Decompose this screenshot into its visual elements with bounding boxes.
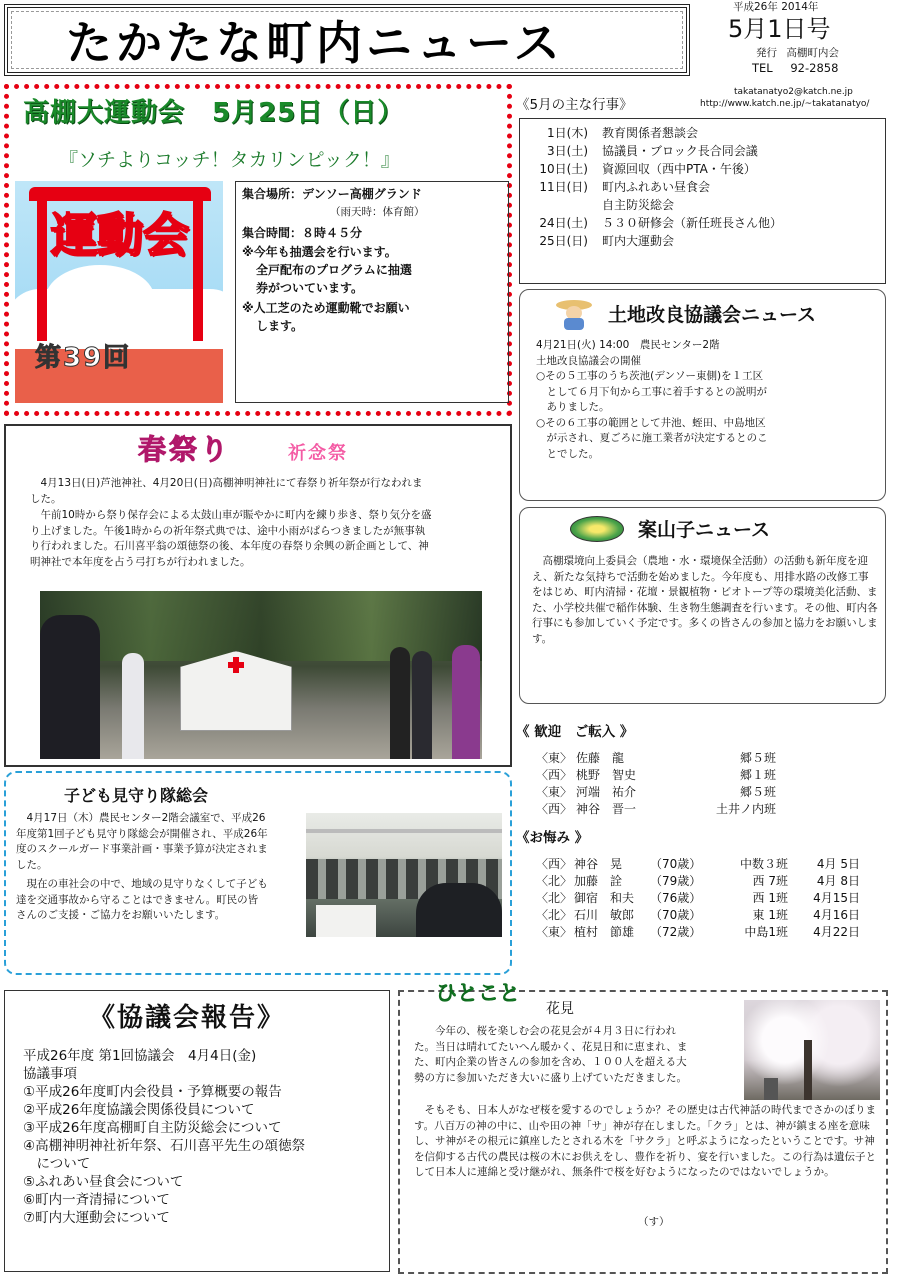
condolence-row	[536, 924, 886, 941]
welcome-area: 〈東〉	[536, 785, 573, 799]
council-meeting: 平成26年度 第1回協議会 4月4日(金)	[23, 1048, 257, 1064]
spring-title: 春祭り	[138, 433, 232, 466]
land-body	[536, 338, 880, 462]
events-list	[530, 125, 885, 251]
event-text: ５３０研修会（新任班長さん他）	[602, 216, 783, 230]
tel-number: 92-2858	[790, 61, 839, 75]
event-text: 町内大運動会	[602, 234, 675, 248]
hitokoto-subtitle: 花見	[546, 1001, 574, 1017]
event-row	[530, 233, 885, 251]
spring-festival-box	[4, 424, 512, 767]
kids-meeting-photo	[306, 813, 502, 937]
publisher-label: 発行	[756, 47, 777, 59]
sports-festival-box	[4, 84, 512, 416]
condolence-group: 西 1班	[752, 891, 788, 905]
tel-label: TEL	[752, 61, 773, 75]
welcome-heading: 《 歓迎 ご転入 》	[516, 724, 634, 740]
condolence-name: 御宿 和夫	[574, 891, 635, 905]
welcome-name: 神谷 晋一	[576, 802, 637, 816]
condolence-date: 4月 8日	[816, 874, 860, 888]
condolence-row	[536, 907, 886, 924]
kids-title: 子ども見守り隊総会	[64, 786, 209, 805]
condolence-group: 西 7班	[752, 874, 788, 888]
welcome-row	[536, 784, 876, 801]
condolence-date: 4月22日	[813, 925, 860, 939]
hitokoto-signature: （す）	[638, 1216, 670, 1228]
tel-row	[752, 61, 838, 75]
welcome-group: 郷１班	[739, 768, 776, 782]
era-year: 平成26年 2014年	[733, 1, 819, 13]
condolence-row	[536, 890, 886, 907]
event-date	[530, 197, 602, 215]
kids-watch-box	[4, 771, 512, 975]
lottery-note-3: 券がついています。	[256, 280, 364, 295]
spring-para-2: 午前10時から祭り保存会による太鼓山車が賑やかに町内を練り歩き、祭り気分を盛り上げました。午後1時からの祈年祭式典では、途中小雨がぱらつきましたが無事執り行われました。石川喜平翁の頌徳祭の後、本年度の春祭り余興の新企画として、神明神社で本年度を占う弓打ちが行われました。	[30, 509, 432, 568]
lottery-note-2: 全戸配布のプログラムに抽選	[256, 262, 412, 277]
condolence-area: 〈北〉	[536, 874, 573, 888]
council-box	[4, 990, 390, 1272]
spring-subtitle: 祈念祭	[288, 443, 348, 464]
event-row	[530, 143, 885, 161]
event-text: 資源回収（西中PTA・午後）	[602, 162, 756, 176]
publisher-row	[756, 46, 839, 61]
land-line: 4月21日(火) 14:00 農民センター2階	[536, 339, 720, 351]
sports-title: 高棚大運動会 5月25日（日）	[23, 98, 405, 128]
events-box	[519, 118, 886, 284]
council-item: ④高棚神明神社祈年祭、石川喜平先生の頌徳祭	[23, 1138, 306, 1154]
sports-slogan: 『ソチよりコッチ！タカリンピック！』	[59, 149, 400, 171]
land-line: ○その５工事のうち茨池(デンソー東側)を１工区	[536, 370, 764, 382]
welcome-area: 〈西〉	[536, 802, 573, 816]
event-text: 協議員・ブロック長合同会議	[602, 144, 758, 158]
land-line: とでした。	[536, 447, 599, 460]
land-line: として６月下旬から工事に着手するとの説明が	[536, 385, 767, 398]
event-row	[530, 197, 885, 215]
masthead-title-box	[4, 4, 690, 76]
meeting-time: 集合時間：８時４５分	[242, 225, 363, 240]
event-text: 町内ふれあい昼食会	[602, 180, 711, 194]
event-text: 自主防災総会	[602, 198, 675, 212]
masthead-title: たかたな町内ニュース	[66, 16, 564, 70]
land-line: ○その６工事の範囲として井池、蛭田、中島地区	[536, 416, 766, 429]
hitokoto-title: ひとこと	[436, 981, 520, 1005]
logo-text: 運動会	[51, 208, 189, 262]
condolence-date: 4月 5日	[816, 857, 860, 871]
land-line: が示され、夏ごろに施工業者が決定するとのこ	[536, 432, 768, 444]
land-title: 土地改良協議会ニュース	[608, 304, 817, 326]
hitokoto-para-1: 今年の、桜を楽しむ会の花見会が４月３日に行われた。当日は晴れてたいへん暖かく、花見日和に恵まれ、また、町内企業の皆さんの参加を含め、１００人を超える大勢の方に参加いただき大いに盛り上げていただきました。	[414, 1025, 688, 1084]
council-title: 《協議会報告》	[89, 1003, 286, 1033]
condolence-area: 〈西〉	[536, 857, 573, 871]
welcome-name: 桃野 智史	[576, 768, 637, 782]
event-date: 3日(土)	[547, 144, 588, 158]
council-item: ⑥町内一斉清掃について	[23, 1192, 170, 1208]
welcome-group: 土井ノ内班	[715, 802, 776, 816]
condolence-age: （79歳）	[650, 874, 702, 888]
event-row	[530, 215, 885, 233]
council-item: について	[23, 1156, 91, 1172]
spring-festival-photo	[40, 591, 482, 759]
event-date: 24日(土)	[539, 216, 588, 230]
issue-date: 5月1日号	[728, 15, 831, 43]
spring-para-1: 4月13日(日)芦池神社、4月20日(日)高棚神明神社にて春祭り祈年祭が行なわれました。	[30, 477, 423, 505]
condolence-date: 4月16日	[813, 908, 860, 922]
website-url[interactable]: http://www.katch.ne.jp/~takatanatyo/	[700, 99, 870, 109]
events-heading: 《5月の主な行事》	[516, 97, 633, 113]
event-date: 1日(木)	[547, 126, 588, 140]
welcome-name: 河端 祐介	[576, 785, 637, 799]
council-item: ③平成26年度高棚町自主防災総会について	[23, 1120, 282, 1136]
welcome-area: 〈西〉	[536, 768, 573, 782]
hitokoto-box	[398, 990, 888, 1274]
welcome-row	[536, 767, 876, 784]
condolence-area: 〈北〉	[536, 891, 573, 905]
land-line: 土地改良協議会の開催	[536, 354, 641, 367]
publisher-name: 高棚町内会	[786, 47, 839, 59]
council-matters-label: 協議事項	[23, 1066, 77, 1082]
welcome-area: 〈東〉	[536, 751, 573, 765]
condolence-area: 〈東〉	[536, 925, 573, 939]
event-date: 25日(日)	[539, 234, 588, 248]
condolence-name: 神谷 晃	[574, 857, 623, 871]
council-items	[23, 1083, 383, 1227]
condolence-list	[536, 856, 886, 941]
condolence-row	[536, 873, 886, 890]
sports-logo	[15, 181, 223, 403]
shoes-note-2: します。	[256, 318, 304, 333]
kids-para-1: 4月17日（木）農民センター2階会議室で、平成26年度第1回子ども見守り隊総会が開催され、平成26年度のスクールガード事業計画・事業予算が決定されました。	[16, 812, 268, 871]
condolence-name: 石川 敏郎	[574, 908, 635, 922]
condolence-name: 植村 節雄	[574, 925, 635, 939]
event-row	[530, 179, 885, 197]
lottery-note: ※今年も抽選会を行います。	[242, 244, 397, 259]
welcome-name: 佐藤 龍	[576, 751, 625, 765]
hitokoto-para-2: そもそも、日本人がなぜ桜を愛するのでしょうか？その歴史は古代神話の時代までさかのぼります。八百万の神の中に、山や田の神「サ」神が存在しました。「クラ」とは、神が鎮まる座を意味し、サ神がその根元に鎮座したとされる木を「サクラ」と呼ぶようになったということです。サ神を信仰する古代の農民は桜の木にお供えをし、豊作を祈り、宴を行いました。この行為は遺伝子として日本人に連綿と受け継がれ、無条件で桜を好むようになったのではないでしょうか。	[414, 1104, 876, 1178]
condolence-age: （70歳）	[650, 857, 702, 871]
banner-top	[29, 187, 211, 201]
event-date: 11日(日)	[539, 180, 588, 194]
condolence-age: （70歳）	[650, 908, 702, 922]
logo-badge: 第39回	[35, 343, 132, 373]
council-item: ⑤ふれあい昼食会について	[23, 1174, 184, 1190]
land-line: ありました。	[536, 401, 610, 413]
red-cross-icon	[228, 657, 244, 673]
kakashi-body: 高棚環境向上委員会（農地・水・環境保全活動）の活動も新年度を迎え、新たな気持ちで活動を始めました。今年度も、用排水路の改修工事をはじめ、町内清掃・花壇・景観植物・ビオトープ等の環境美化活動、また、小学校共催で稲作体験、生き物生態調査を行います。その他、町内各行事にも参加していく予定です。多くの皆さんの参加と協力をお願いします。	[532, 555, 878, 645]
event-text: 教育関係者懇談会	[602, 126, 699, 140]
condolence-date: 4月15日	[813, 891, 860, 905]
council-item: ②平成26年度協議会関係役員について	[23, 1102, 255, 1118]
sports-info	[235, 181, 509, 403]
welcome-row	[536, 801, 876, 818]
kakashi-icon	[570, 516, 624, 542]
council-item: ①平成26年度町内会役員・予算概要の報告	[23, 1084, 282, 1100]
condolence-group: 中島1班	[744, 925, 788, 939]
condolence-name: 加藤 詮	[574, 874, 623, 888]
kakashi-title: 案山子ニュース	[638, 519, 771, 541]
condolence-area: 〈北〉	[536, 908, 573, 922]
condolence-group: 東 1班	[752, 908, 788, 922]
cloud-shape	[45, 265, 155, 335]
shoes-note: ※人工芝のため運動靴でお願い	[242, 300, 410, 315]
event-row	[530, 161, 885, 179]
event-date: 10日(土)	[539, 162, 588, 176]
welcome-group: 郷５班	[739, 751, 776, 765]
condolence-age: （76歳）	[650, 891, 702, 905]
welcome-row	[536, 750, 876, 767]
condolence-row	[536, 856, 886, 873]
event-row	[530, 125, 885, 143]
kids-para-2: 現在の車社会の中で、地域の見守りなくして子ども達を交通事故から守ることはできません。町民の皆さんのご支援・ご協力をお願いいたします。	[16, 878, 268, 921]
kakashi-news-box	[519, 507, 886, 704]
council-item: ⑦町内大運動会について	[23, 1210, 170, 1226]
venue: 集合場所：デンソー高棚グランド	[242, 187, 422, 201]
condolence-heading: 《お悔み 》	[516, 830, 589, 846]
farmer-icon	[554, 296, 594, 332]
welcome-group: 郷５班	[739, 785, 776, 799]
email[interactable]: takatanatyo2@katch.ne.jp	[734, 87, 853, 97]
rain-venue: （雨天時：体育館）	[330, 206, 425, 218]
cherry-blossom-photo	[744, 1000, 880, 1100]
condolence-age: （72歳）	[650, 925, 702, 939]
condolence-group: 中数３班	[739, 857, 788, 871]
welcome-list	[536, 750, 876, 818]
land-news-box	[519, 289, 886, 501]
